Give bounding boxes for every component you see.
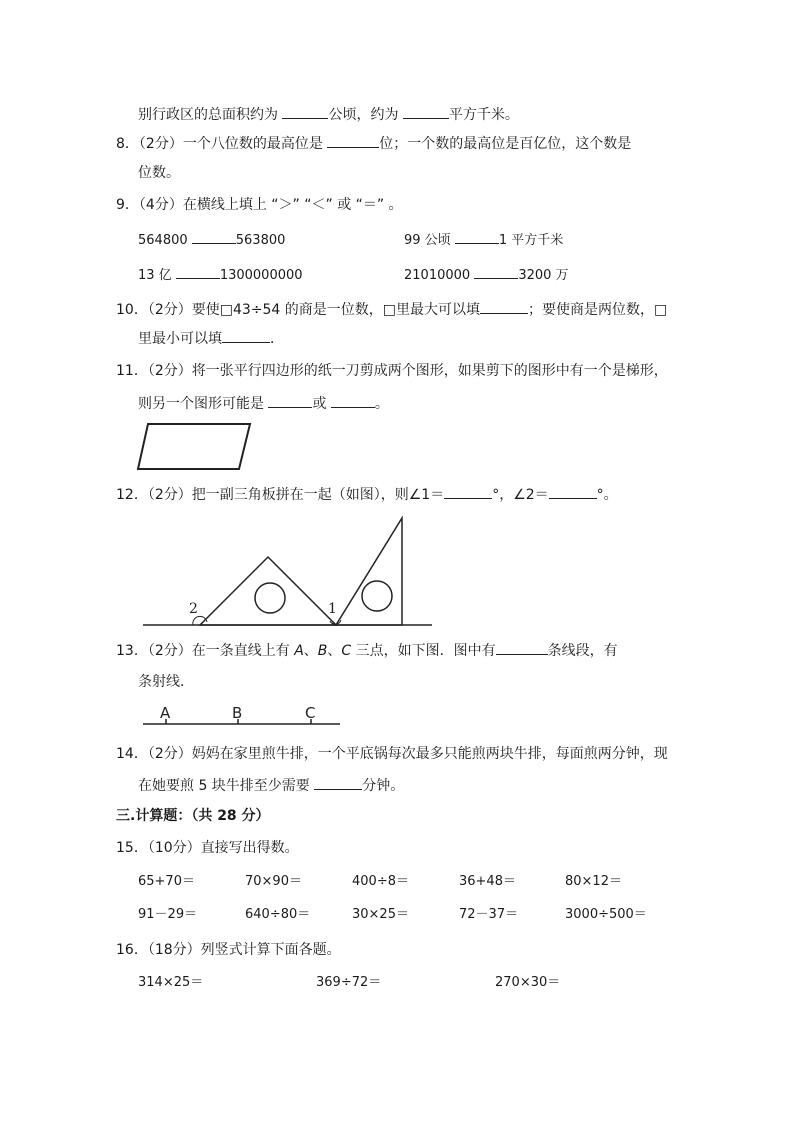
q15-r2-c1: 91－29＝ [138, 907, 198, 922]
q9-item-4-left: 21010000 [404, 268, 475, 283]
q15-r1-c4: 36+48＝ [459, 874, 516, 889]
q14-line-2 [138, 775, 404, 796]
q13-text-d: 条射线． [138, 674, 194, 690]
q16-item-3: 270×30＝ [495, 975, 561, 990]
q12-text-c: °。 [596, 487, 618, 503]
q12-text-b: °，∠2＝ [492, 487, 549, 503]
angle-2-label: 2 [189, 601, 198, 617]
label-c: C [305, 704, 316, 722]
q7-text-c: 平方千米。 [448, 107, 519, 123]
q16-item-1: 314×25＝ [138, 975, 204, 990]
q9-number: 9． [116, 197, 139, 213]
q13-point-c: C [341, 643, 352, 659]
q14-blank-1[interactable] [314, 775, 362, 790]
q7-text-a: 别行政区的总面积约为 [138, 107, 283, 123]
q8-number: 8． [116, 136, 139, 152]
q10-text-d: ． [270, 331, 284, 347]
q13-sep-1: 、 [303, 643, 318, 659]
q9-text: （4分）在横线上填上 “＞” “＜” 或 “＝” 。 [138, 197, 403, 213]
q16-row [0, 973, 794, 993]
q13-text-b: 三点，如下图．图中有 [351, 643, 496, 659]
q8-text-c: 位数。 [138, 165, 180, 181]
q15-row-1 [0, 872, 794, 892]
q9-item-2-left: 99 公顷 [404, 233, 455, 248]
q16-text: （18分）列竖式计算下面各题。 [147, 942, 341, 958]
q11-text-c: 或 [312, 396, 331, 412]
q13-sep-2: 、 [327, 643, 342, 659]
q15-r2-c4: 72－37＝ [459, 907, 519, 922]
q9-item-1-left: 564800 [138, 233, 192, 248]
q15-line [116, 838, 299, 858]
q12-text-a: （2分）把一副三角板拼在一起（如图），则∠1＝ [147, 487, 445, 503]
angle-1-label: 1 [328, 601, 337, 617]
q9-item-1-right: 563800 [235, 233, 286, 248]
q15-r2-c2: 640÷80＝ [245, 907, 311, 922]
q14-text-a: （2分）妈妈在家里煎牛排，一个平底锅每次最多只能煎两块牛排，每面煎两分钟，现 [147, 746, 668, 762]
q11-text-a: （2分）将一张平行四边形的纸一刀剪成两个图形，如果剪下的图形中有一个是梯形， [147, 363, 668, 379]
q11-number: 11． [116, 363, 148, 379]
q15-r1-c3: 400÷8＝ [352, 874, 409, 889]
q15-r1-c5: 80×12＝ [565, 874, 622, 889]
q14-number: 14． [116, 746, 148, 762]
q10-text-c: 里最小可以填 [138, 331, 222, 347]
q13-text-a: （2分）在一条直线上有 [147, 643, 295, 659]
q15-r1-c1: 65+70＝ [138, 874, 195, 889]
q15-r2-c3: 30×25＝ [352, 907, 409, 922]
label-b: B [232, 704, 243, 722]
q16-number: 16． [116, 942, 148, 958]
q15-row-2 [0, 905, 794, 925]
q9-item-3-left: 13 亿 [138, 268, 176, 283]
q16-line [116, 940, 341, 960]
q10-text-a: （2分）要使□43÷54 的商是一位数，□里最大可以填 [147, 302, 480, 318]
q11-text-d: 。 [374, 396, 389, 412]
q8-text-a: （2分）一个八位数的最高位是 [138, 136, 328, 152]
q15-number: 15． [116, 840, 148, 856]
q15-r1-c2: 70×90＝ [245, 874, 302, 889]
label-a: A [160, 704, 171, 722]
q9-item-4-right: 3200 万 [518, 268, 569, 283]
q11-text-b: 则另一个图形可能是 [138, 396, 269, 412]
q9-item-2-right: 1 平方千米 [498, 233, 564, 248]
q10-number: 10． [116, 302, 148, 318]
q13-point-b: B [317, 643, 328, 659]
q14-text-c: 分钟。 [362, 778, 405, 794]
q16-item-2: 369÷72＝ [316, 975, 382, 990]
q7-text-b: 公顷，约为 [328, 107, 403, 123]
q13-point-a: A [294, 643, 304, 659]
q13-text-c: 条线段，有 [547, 643, 618, 659]
q12-number: 12． [116, 487, 148, 503]
q14-text-b: 在她要煎 5 块牛排至少需要 [138, 778, 315, 794]
q14-line-1 [116, 744, 668, 764]
q10-text-b: ；要使商是两位数，□ [528, 302, 668, 318]
q15-r2-c5: 3000÷500＝ [565, 907, 647, 922]
q9-item-3-right: 1300000000 [219, 268, 303, 283]
q8-text-b: 位；一个数的最高位是百亿位，这个数是 [379, 136, 632, 152]
section-3-heading: 三.计算题：（共 28 分） [116, 808, 270, 824]
q15-text: （10分）直接写出得数。 [147, 840, 299, 856]
q13-number: 13． [116, 643, 148, 659]
